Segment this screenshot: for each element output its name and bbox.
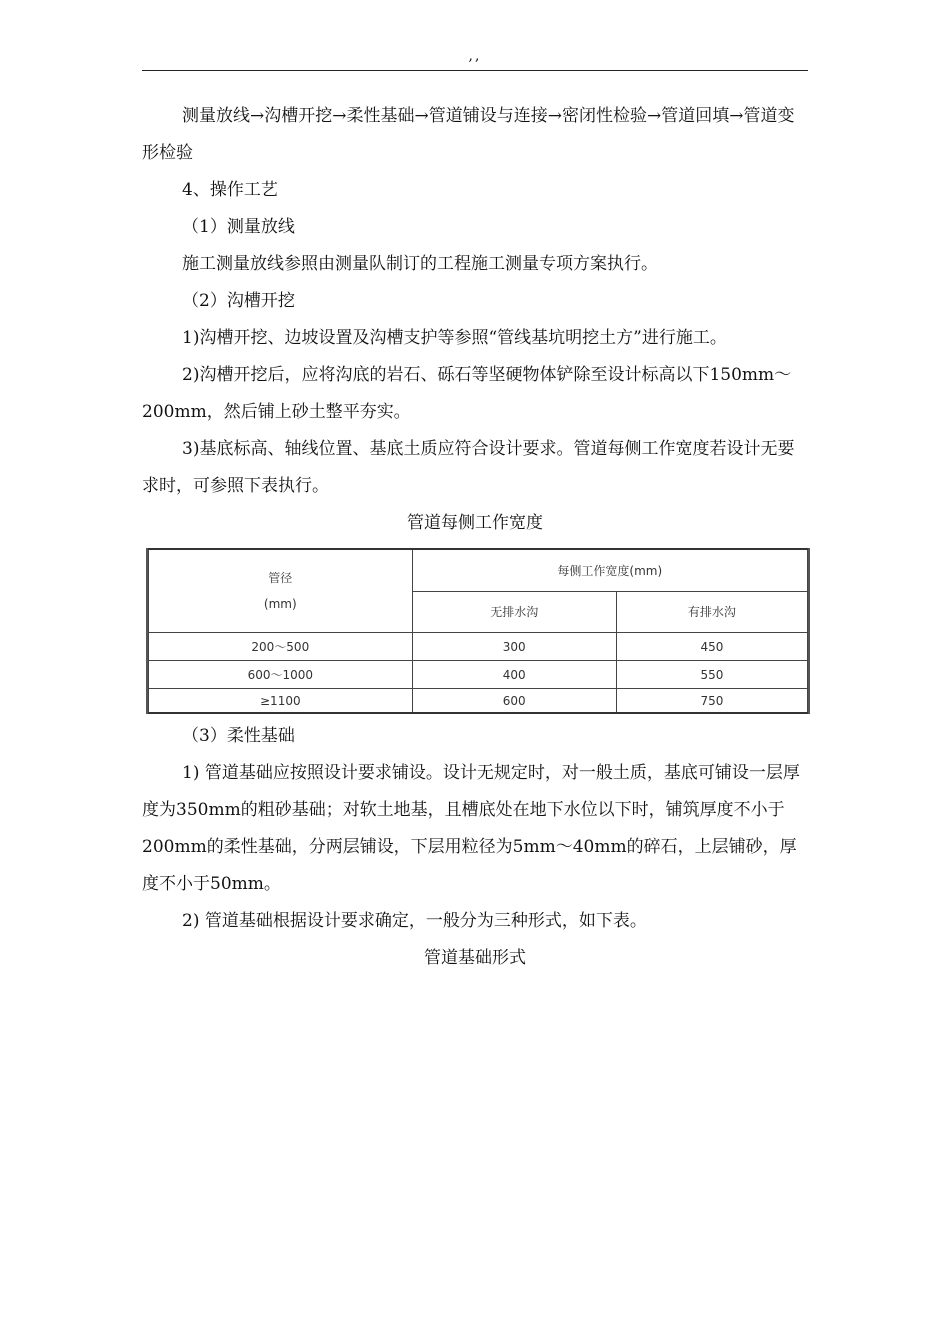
diameter-header-cell [149,549,413,633]
no-drain-header: 无排水沟 [412,591,616,632]
no-drain-cell: 600 [412,689,616,713]
table-row [149,661,808,689]
table-caption: 管道每侧工作宽度 [407,513,543,533]
subsection-3-item-2: 2) 管道基础根据设计要求确定，一般分为三种形式，如下表。 [182,911,647,931]
with-drain-header: 有排水沟 [616,591,807,632]
page-header-mark: ,, [468,48,482,64]
document-body [142,98,808,977]
subsection-2-item-3: 3)基底标高、轴线位置、基底土质应符合设计要求。管道每侧工作宽度若设计无要求时，可参照下表执行。 [142,439,795,496]
diameter-header: 管径 [268,571,293,586]
process-flow-paragraph: 测量放线→沟槽开挖→柔性基础→管道铺设与连接→密闭性检验→管道回填→管道变形检验 [142,106,795,163]
subsection-1-heading: （1）测量放线 [182,217,295,237]
subsection-2-heading: （2）沟槽开挖 [182,291,295,311]
with-drain-cell: 450 [616,633,807,661]
with-drain-cell: 550 [616,661,807,689]
subsection-3-item-1: 1) 管道基础应按照设计要求铺设。设计无规定时，对一般土质，基底可铺设一层厚度为350mm的粗砂基础；对软土地基，且槽底处在地下水位以下时，铺筑厚度不小于200mm的柔性基础，分两层铺设，下层用粒径为5mm～40mm的碎石，上层铺砂，厚度不小于50mm。 [142,763,800,894]
no-drain-cell: 400 [412,661,616,689]
diameter-cell: 200～500 [149,633,413,661]
table-row [149,689,808,713]
foundation-form-caption: 管道基础形式 [424,948,526,968]
work-width-table-frame [146,548,810,714]
work-width-table [148,548,808,714]
diameter-cell: ≥1100 [149,689,413,713]
header-rule [142,70,808,71]
table-header-row [149,549,808,591]
subsection-2-item-1: 1)沟槽开挖、边坡设置及沟槽支护等参照“管线基坑明挖土方”进行施工。 [182,328,727,348]
section-4-heading: 4、操作工艺 [182,180,278,200]
diameter-cell: 600～1000 [149,661,413,689]
table-row [149,633,808,661]
with-drain-cell: 750 [616,689,807,713]
subsection-2-item-2: 2)沟槽开挖后，应将沟底的岩石、砾石等坚硬物体铲除至设计标高以下150mm～200mm，然后铺上砂土整平夯实。 [142,365,792,422]
diameter-unit: (mm) [263,597,297,612]
no-drain-cell: 300 [412,633,616,661]
subsection-3-heading: （3）柔性基础 [182,726,295,746]
work-width-group-header: 每侧工作宽度(mm) [412,549,807,591]
subsection-1-text: 施工测量放线参照由测量队制订的工程施工测量专项方案执行。 [182,254,658,274]
